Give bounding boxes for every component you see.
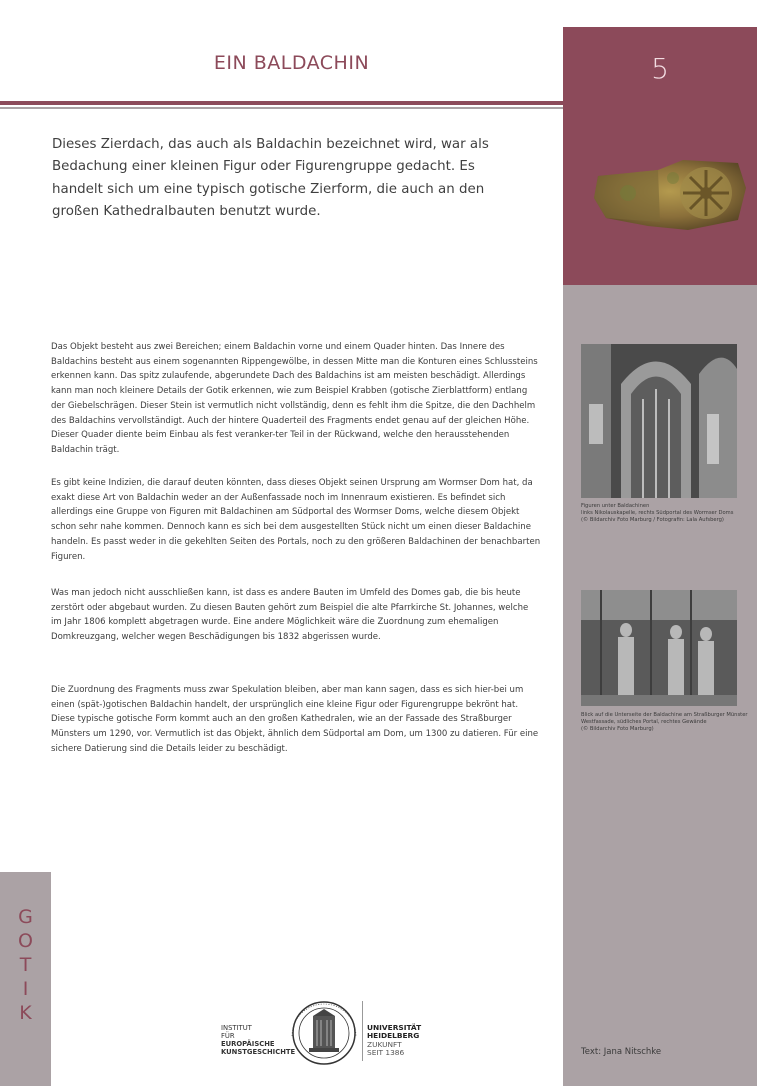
author-credit: Text: Jana Nitschke bbox=[581, 1047, 662, 1057]
gotik-letter: G bbox=[18, 906, 33, 928]
caption-line: (© Bildarchiv Foto Marburg) bbox=[581, 725, 654, 732]
university-seal-icon bbox=[291, 1000, 357, 1066]
gothic-figures-photo bbox=[581, 344, 737, 498]
logo-divider bbox=[362, 1001, 363, 1061]
caption-line: Blick auf die Unterseite der Baldachine am Straßburger Münster bbox=[581, 712, 748, 718]
gotik-letter: T bbox=[19, 954, 32, 976]
university-line: SEIT 1386 bbox=[367, 1048, 405, 1058]
caption-line: Westfassade, südliches Portal, rechtes Gewände bbox=[581, 718, 707, 725]
gotik-letter: O bbox=[18, 930, 33, 952]
gotik-letter: K bbox=[19, 1002, 32, 1024]
intro-text: Dieses Zierdach, das auch als Baldachin bezeichnet wird, war als Bedachung einer kleinen Figur oder Figurengruppe gedacht. Es handelt sich um eine typisch gotische Zierform, die auch an den großen Kathedralbauten benutzt wurde. bbox=[52, 137, 489, 219]
institute-name bbox=[221, 1024, 295, 1056]
photo1-caption bbox=[581, 503, 761, 523]
paragraph-2: Es gibt keine Indizien, die darauf deuten könnten, dass dieses Objekt seinen Ursprung am Wormser Dom hat, da exakt diese Art von Baldachin weder an der Außenfassade noch im Innenraum existieren. Es befindet sich allerdings eine Gruppe von Figuren mit Baldachinen am Südportal des Wormser Doms, welche diesem Objekt schon sehr nahe kommen. Dennoch kann es sich bei dem ausgestellten Stück nicht um einen dieser Baldachine handeln. Es passt weder in die gekehlten Seiten des Portals, noch zu den größeren Baldachinen der benachbarten Figuren. bbox=[51, 478, 541, 562]
institute-line: FÜR bbox=[221, 1032, 235, 1041]
gotik-letter: I bbox=[22, 978, 29, 1000]
gotik-label bbox=[0, 905, 51, 1025]
university-name bbox=[367, 1024, 421, 1058]
caption-line: links Nikolauskapelle, rechts Südportal des Wormser Doms bbox=[581, 509, 734, 516]
header-rule-accent bbox=[0, 101, 563, 105]
institute-line: INSTITUT bbox=[221, 1024, 252, 1032]
photo2-caption bbox=[581, 712, 761, 732]
caption-line: (© Bildarchiv Foto Marburg / Fotografin: Lala Aufsberg) bbox=[581, 516, 724, 523]
university-line: UNIVERSITÄT bbox=[367, 1023, 422, 1032]
paragraph-4: Die Zuordnung des Fragments muss zwar Spekulation bleiben, aber man kann sagen, dass es sich hier-bei um einen (spät-)gotischen Baldachin handelt, der ursprünglich eine kleine Figur oder Figurengruppe bekrönt hat. Diese typische gotische Form kommt auch an den großen Kathedralen, wie an der Fassade des Straßburger Münsters um 1290, vor. Vermutlich ist das Objekt, ähnlich dem Südportal am Dom, um 1300 zu datieren. Für eine sichere Datierung sind die Details leider zu beschädigt. bbox=[51, 685, 539, 754]
baldachin-stone-image bbox=[588, 148, 748, 238]
university-line: HEIDELBERG bbox=[367, 1031, 420, 1041]
paragraph-1: Das Objekt besteht aus zwei Bereichen; einem Baldachin vorne und einem Quader hinten. Das Innere des Baldachins besteht aus einem sogenannten Rippengewölbe, in dessen Mitte man die Konturen eines Schlussteins erkennen kann. Das spitz zulaufende, abgerundete Dach des Baldachins ist am meisten beschädigt. Allerdings kann man noch kleinere Details der Gotik erkennen, wie zum Beispiel Krabben (gotische Zierblattform) entlang der Giebelschrägen. Dieser Stein ist vermutlich nicht vollständig, denn es fehlt ihm die Spitze, die den Dachhelm des Baldachins vervollständigt. Auch der hintere Quaderteil des Fragments endet genau auf der gleichen Höhe. Dieser Quader diente beim Einbau als fest veranker-ter Teil in der Rückwand, welche den herausstehenden Baldachin trägt. bbox=[51, 342, 538, 455]
caption-line: Figuren unter Baldachinen bbox=[581, 503, 650, 509]
university-line: ZUKUNFT bbox=[367, 1039, 402, 1049]
institute-line: EUROPÄISCHE bbox=[221, 1040, 275, 1049]
page-title: EIN BALDACHIN bbox=[213, 52, 370, 74]
institute-line: KUNSTGESCHICHTE bbox=[221, 1048, 296, 1057]
header-rule-grey bbox=[0, 107, 563, 109]
page-number: 5 bbox=[651, 52, 669, 85]
paragraph-3: Was man jedoch nicht ausschließen kann, ist dass es andere Bauten im Umfeld des Domes gab, die bis heute zerstört oder abgebaut wurden. Zu diesen Bauten gehört zum Beispiel die alte Pfarrkirche St. Johannes, welche im Jahr 1806 komplett abgetragen wurde. Eine andere Möglichkeit wäre die Zuordnung zum ehemaligen Domkreuzgang, welcher wegen Beschädigungen bis 1832 abgerissen wurde. bbox=[51, 588, 529, 643]
strasbourg-portal-photo bbox=[581, 590, 737, 706]
